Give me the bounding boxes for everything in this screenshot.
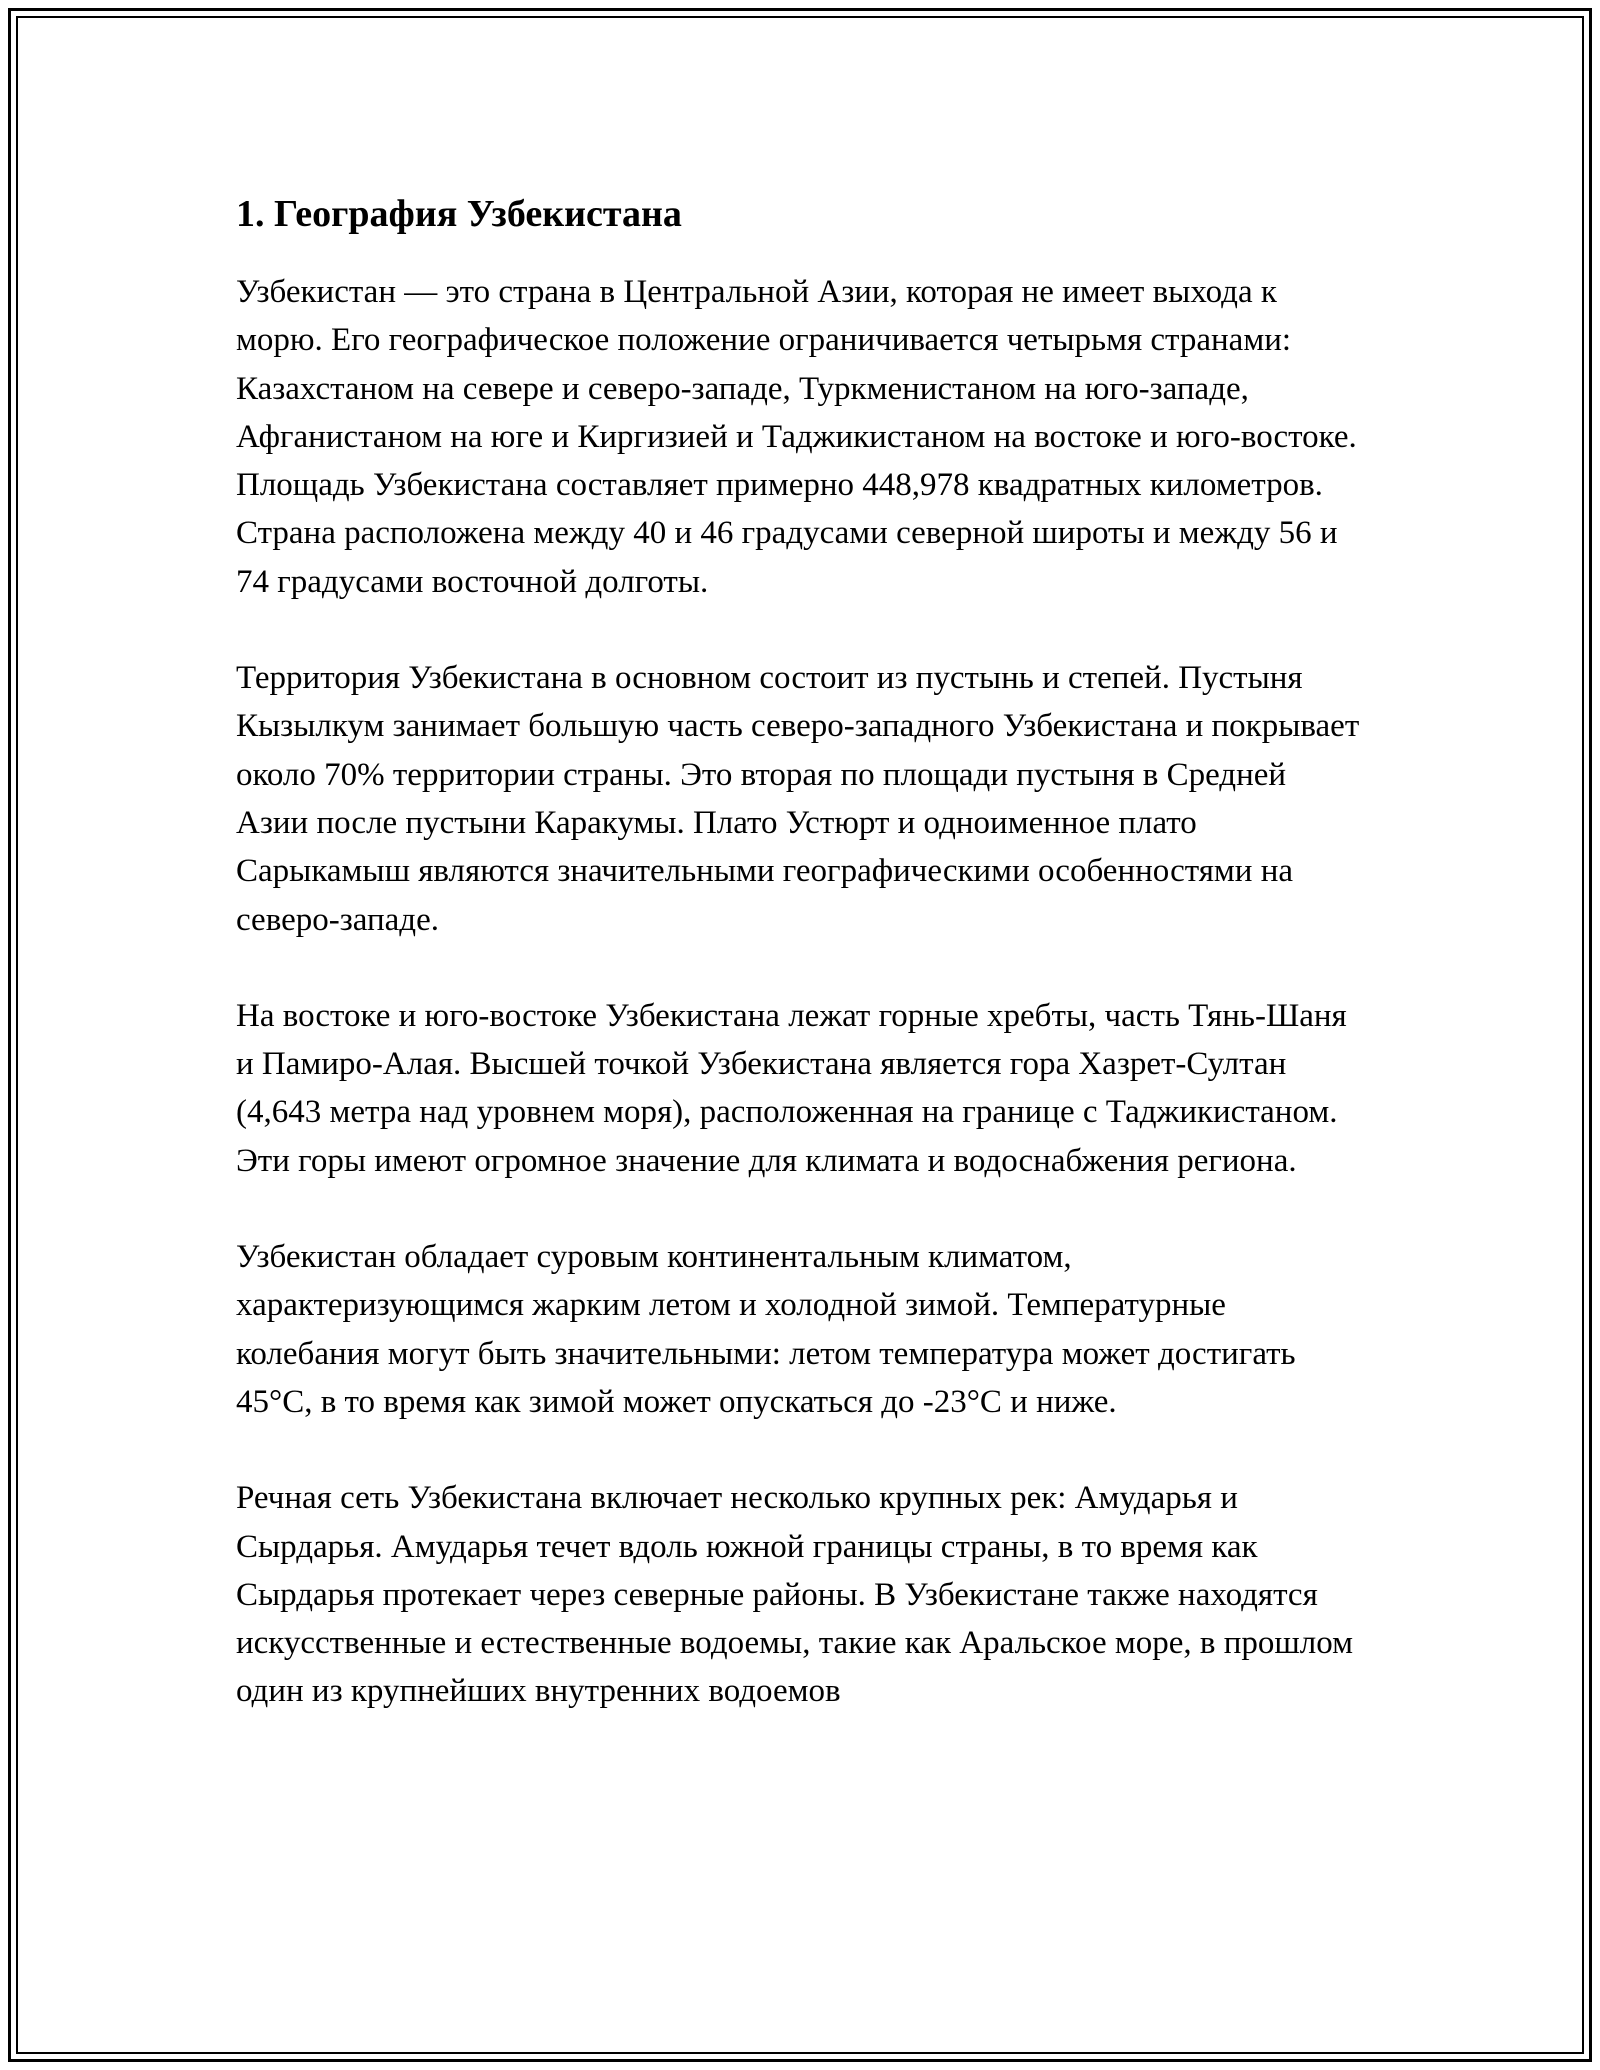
section-heading: 1. География Узбекистана <box>236 193 682 235</box>
paragraph-borders: Узбекистан — это страна в Центральной Азии, которая не имеет выхода к морю. Его географическое положение ограничивается четырьмя странами: Казахстаном на севере и северо-западе, Туркменистаном на юго-западе, Афганистаном на юге и Киргизией и Таджикистаном на востоке и юго-востоке. Площадь Узбекистана составляет примерно 448,978 квадратных километров. Страна расположена между 40 и 46 градусами северной широты и между 56 и 74 градусами восточной долготы. <box>236 274 1357 600</box>
paragraph-climate: Узбекистан обладает суровым континентальным климатом, характеризующимся жарким летом и холодной зимой. Температурные колебания могут быть значительными: летом температура может достигать 45°C, в то время как зимой может опускаться до -23°C и ниже. <box>236 1239 1296 1420</box>
paragraph-deserts: Территория Узбекистана в основном состоит из пустынь и степей. Пустыня Кызылкум занимает большую часть северо-западного Узбекистана и покрывает около 70% территории страны. Это вторая по площади пустыня в Средней Азии после пустыни Каракумы. Плато Устюрт и одноименное плато Сарыкамыш являются значительными географическими особенностями на северо-западе. <box>236 660 1360 938</box>
paragraph-rivers: Речная сеть Узбекистана включает несколько крупных рек: Амударья и Сырдарья. Амударья течет вдоль южной границы страны, в то время как Сырдарья протекает через северные районы. В Узбекистане также находятся искусственные и естественные водоемы, такие как Аральское море, в прошлом один из крупнейших внутренних водоемов <box>236 1480 1353 1710</box>
document-body <box>236 190 1366 1764</box>
paragraph-mountains: На востоке и юго-востоке Узбекистана лежат горные хребты, часть Тянь-Шаня и Памиро-Алая. Высшей точкой Узбекистана является гора Хазрет-Султан (4,643 метра над уровнем моря), расположенная на границе с Таджикистаном. Эти горы имеют огромное значение для климата и водоснабжения региона. <box>236 997 1347 1179</box>
